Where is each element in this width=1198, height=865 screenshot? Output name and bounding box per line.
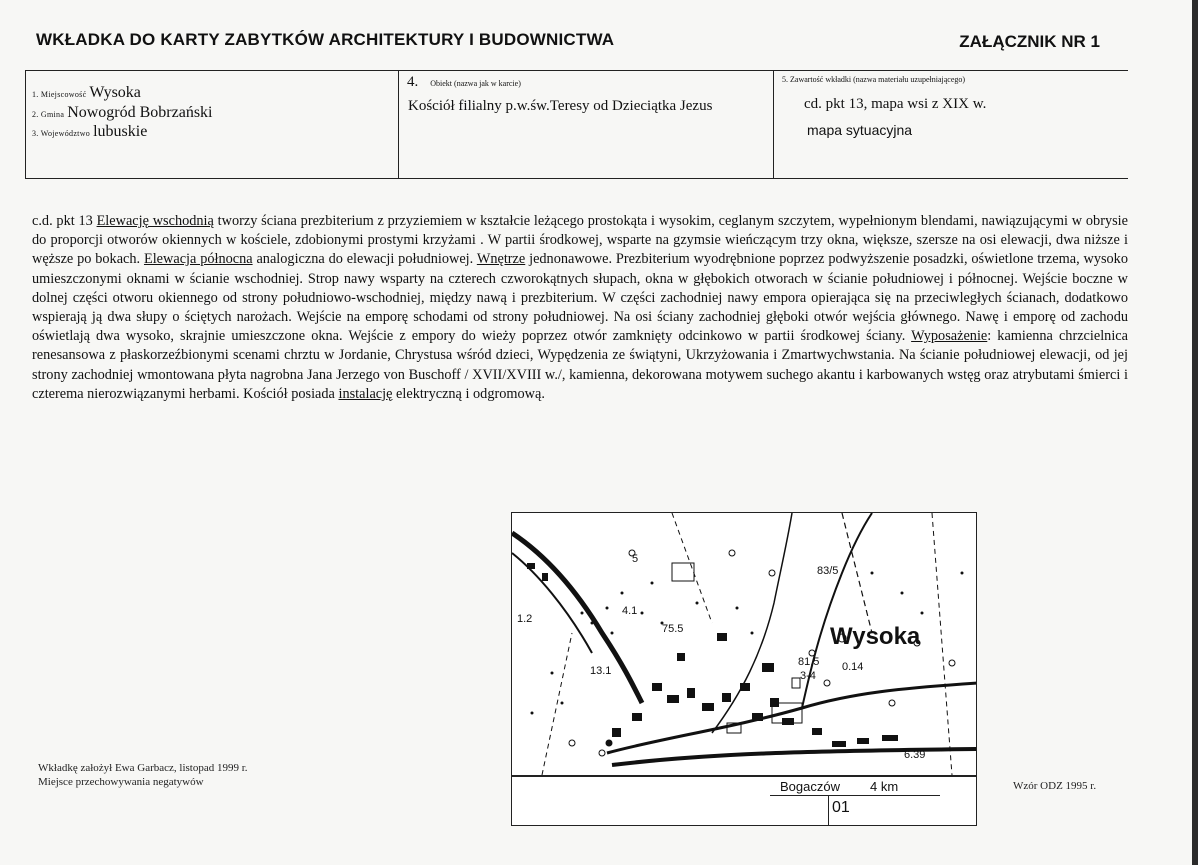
- annex-label: ZAŁĄCZNIK NR 1: [959, 32, 1100, 51]
- contents-line-2: mapa sytuacyjna: [807, 122, 913, 138]
- map-elevation-label: 3-4: [800, 670, 816, 682]
- voivodeship-row: [32, 123, 147, 141]
- compiled-by-text: Wkładkę założył Ewa Garbacz, listopad 1999 r.: [38, 762, 248, 774]
- map-elevation-label: 83/5: [817, 565, 839, 577]
- map-elevation-label: 5: [632, 553, 639, 565]
- voivodeship-label: 3. Województwo: [32, 129, 91, 138]
- keyword-north-elevation: Elewacja północna: [143, 251, 253, 268]
- document-title: WKŁADKA DO KARTY ZABYTKÓW ARCHITEKTURY I BUDOWNICTWA: [36, 30, 615, 49]
- form-table: [25, 70, 1128, 179]
- municipality-label: 2. Gmina: [32, 110, 65, 119]
- description-text: [32, 212, 1128, 404]
- map-elevation-label: 81.5: [798, 656, 820, 668]
- location-cell: [26, 71, 399, 178]
- keyword-interior: Wnętrze: [476, 251, 526, 268]
- situation-map: [511, 512, 977, 826]
- text-run: c.d. pkt 13: [32, 213, 97, 229]
- map-distance: 4 km: [870, 779, 899, 794]
- map-elevation-label: 13.1: [590, 665, 612, 677]
- page-edge: [1192, 0, 1198, 865]
- object-cell: [399, 71, 774, 178]
- text-run: elektryczną i odgromową.: [392, 385, 545, 402]
- map-elevation-label: 1.2: [517, 613, 533, 625]
- municipality-value: Nowogród Bobrzański: [67, 104, 213, 121]
- object-number: 4.: [407, 74, 419, 90]
- text-run: tworzy ściana prezbiterium z przyziemiem w kształcie leżącego prostokąta i wysokim, ceglanym szczytem, wypełnionym blendami, nawiązującymi w obrysie do proporcji otworów okiennych w kościele, zdobionymi prostymi krzyżami . W partii środkowej, wsparte na gzymsie wieńczącym trzy okna, większe, szersze na osi elewacji, dwa niższe i węższe po bokach.: [32, 213, 1128, 268]
- locality-row: [32, 84, 141, 102]
- template-version: Wzór ODZ 1995 r.: [1013, 780, 1097, 792]
- locality-label: 1. Miejscowość: [32, 90, 87, 99]
- map-sheet-number: 01: [832, 799, 850, 816]
- text-run: analogiczna do elewacji południowej.: [252, 251, 477, 268]
- map-legend-strip: [512, 775, 976, 826]
- keyword-east-elevation: Elewację wschodnią: [96, 213, 214, 229]
- contents-label: 5. Zawartość wkładki (nazwa materiału uzupełniającego): [782, 75, 966, 84]
- footer-compiler: [38, 761, 248, 789]
- map-sheet-rule: [770, 795, 940, 796]
- map-sheet-divider: [828, 795, 829, 826]
- contents-line-1: cd. pkt 13, mapa wsi z XIX w.: [804, 96, 987, 112]
- contents-cell: [774, 71, 1129, 178]
- locality-value: Wysoka: [89, 84, 141, 101]
- municipality-row: [32, 104, 213, 122]
- map-elevation-label: 0.14: [842, 661, 864, 673]
- text-run: jednonawowe. Prezbiterium wyodrębnione poprzez podwyższenie posadzki, oświetlone trzema, wysoko umieszczonymi oknami w ścianie wschodniej. Strop nawy wsparty na czterech czworokątnych słupach, okna w głębokich otworach w ścianie południowej i północnej. Wejście boczne w dolnej części otworu okiennego od strony południowo-wschodniej, między nawą i prezbiterium. W części zachodniej nawy empora opierająca się na przeciwległych ścianach, dodatkowo wspierają ją dwa słupy o ściętych narożach. Wejście na emporę schodami od strony południowej. Na osi ściany zachodniej głęboki otwór wejścia głównego. Nawę i emporę od zachodu oświetlają dwa wysoko, skrajnie umieszczone okna. Wejście z empory do wieży poprzez otwór zamknięty odcinkowo w partii środkowej ściany.: [32, 251, 1128, 345]
- object-header: [407, 73, 521, 91]
- keyword-furnishing: Wyposażenie: [911, 328, 988, 345]
- voivodeship-value: lubuskie: [93, 123, 148, 140]
- map-destination: Bogaczów: [780, 779, 840, 794]
- map-elevation-label: 4.1: [622, 605, 638, 617]
- text-run: : kamienna chrzcielnica renesansowa z płaskorzeźbionymi scenami chrztu w Jordanie, Chrystusa wśród dzieci, Wypędzenia ze świątyni, Ukrzyżowania i Zmartwychwstania. Na ścianie południowej elewacji, od jej strony zachodniej wmontowana płyta nagrobna Jana Jerzego von Buschoff / XVII/XVIII w./, kamienna, dekorowana motywem suchego akantu i karbowanych wstęg oraz atrybutami śmierci i czterema nierozwiązanymi herbami. Kościół posiada: [32, 328, 1128, 402]
- map-town-label: Wysoka: [830, 623, 921, 650]
- object-label: Obiekt (nazwa jak w karcie): [430, 79, 521, 88]
- negatives-storage-text: Miejsce przechowywania negatywów: [38, 776, 204, 788]
- keyword-installation: instalację: [338, 385, 393, 402]
- object-value: Kościół filialny p.w.św.Teresy od Dzieciątka Jezus: [408, 98, 713, 114]
- map-elevation-label: 6.39: [904, 749, 926, 761]
- map-elevation-label: 75.5: [662, 623, 684, 635]
